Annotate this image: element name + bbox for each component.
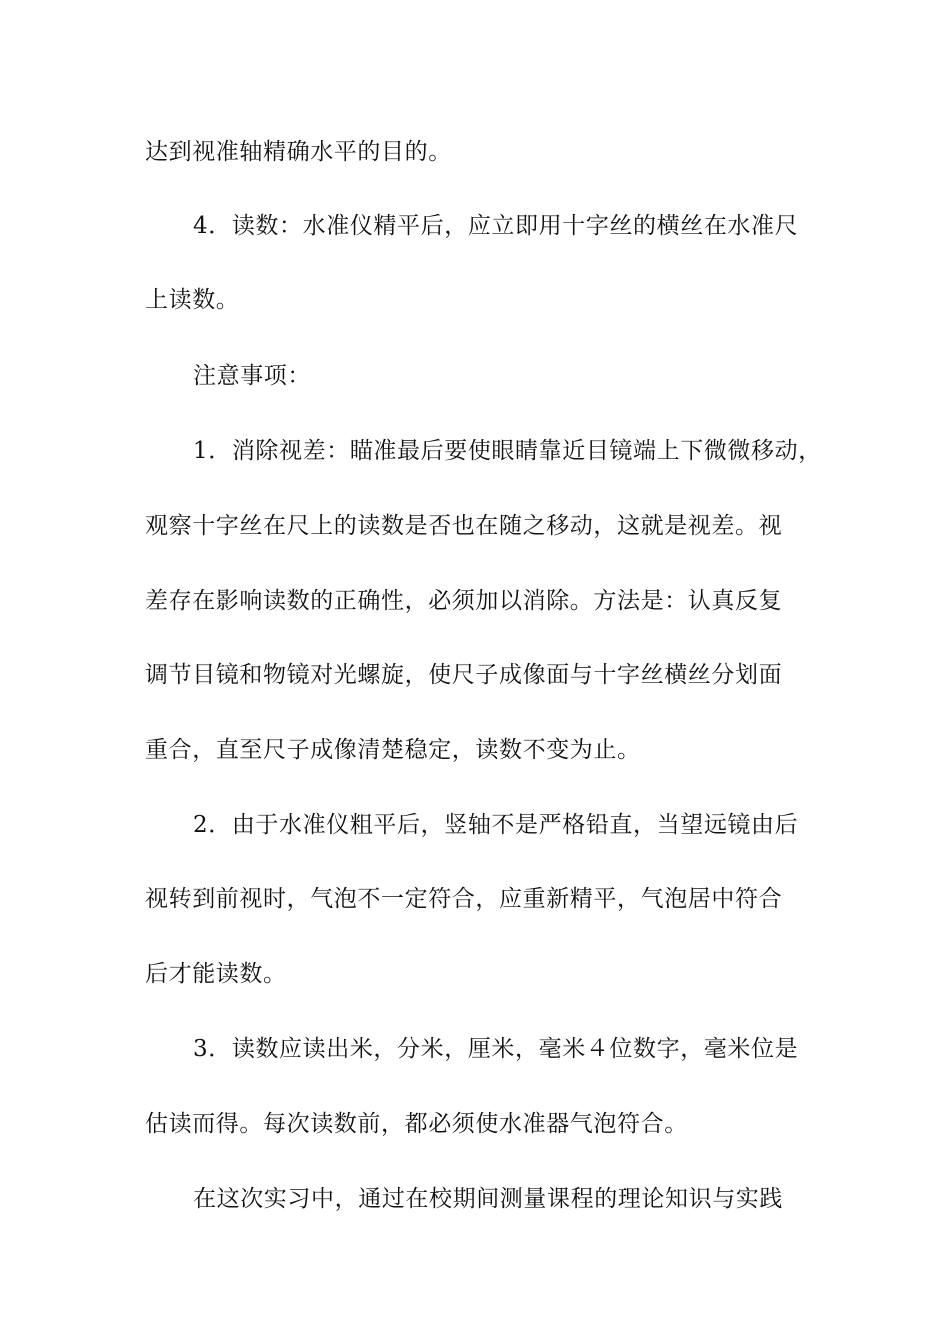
text-line-9: 重合，直至尺子成像清楚稳定，读数不变为止。 — [145, 737, 641, 763]
text-line-2: 4．读数：水准仪精平后，应立即用十字丝的横丝在水准尺 — [193, 213, 799, 239]
text-line-6: 观察十字丝在尺上的读数是否也在随之移动，这就是视差。视 — [145, 513, 783, 539]
text-line-11: 视转到前视时，气泡不一定符合，应重新精平，气泡居中符合 — [145, 886, 783, 912]
text-line-8: 调节目镜和物镜对光螺旋，使尺子成像面与十字丝横丝分划面 — [145, 662, 783, 688]
text-line-14: 估读而得。每次读数前，都必须使水准器气泡符合。 — [145, 1111, 688, 1137]
text-line-1: 达到视准轴精确水平的目的。 — [145, 139, 452, 165]
text-line-13: 3．读数应读出米，分米，厘米，毫米４位数字，毫米位是 — [193, 1036, 799, 1062]
text-line-4: 注意事项： — [193, 363, 311, 389]
text-line-7: 差存在影响读数的正确性，必须加以消除。方法是：认真反复 — [145, 588, 783, 614]
text-line-15: 在这次实习中，通过在校期间测量课程的理论知识与实践 — [193, 1186, 783, 1212]
text-line-3: 上读数。 — [145, 287, 240, 313]
text-line-5: 1．消除视差：瞄准最后要使眼睛靠近目镜端上下微微移动， — [193, 438, 822, 464]
text-line-12: 后才能读数。 — [145, 961, 287, 987]
text-line-10: 2．由于水准仪粗平后，竖轴不是严格铅直，当望远镜由后 — [193, 812, 799, 838]
